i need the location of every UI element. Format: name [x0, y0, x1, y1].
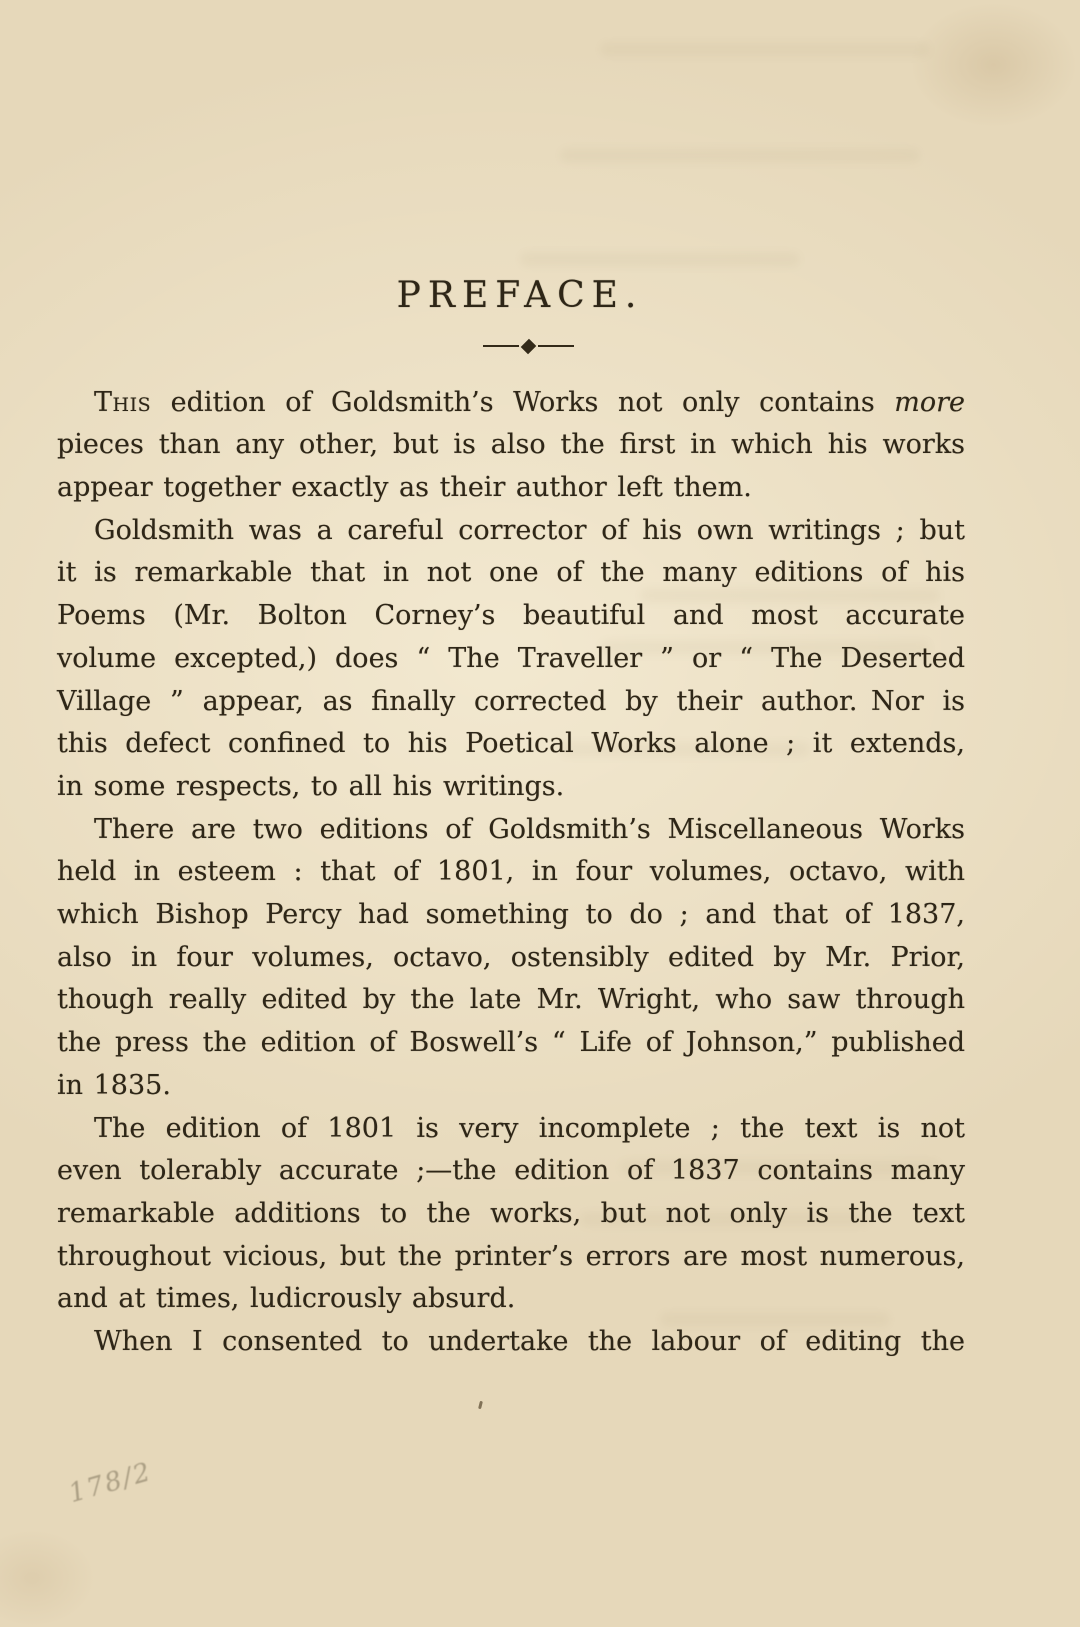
show-through-mark [600, 42, 930, 57]
show-through-mark [560, 148, 920, 163]
text-line: appear together exactly as their author left them. [57, 472, 752, 503]
text-line [57, 382, 965, 425]
page-title: PREFACE. [396, 275, 644, 316]
handwritten-pencil-note: 178/2 [65, 1456, 156, 1510]
text-line: pieces than any other, but is also the first in which his works [57, 429, 965, 461]
text-line: the press the edition of Boswell’s “ Life of Johnson,” published [57, 1027, 965, 1059]
text-line: even tolerably accurate ;—the edition of 1837 contains many [57, 1155, 965, 1187]
section-divider-ornament [483, 342, 574, 351]
page-content [57, 276, 965, 1364]
text-line: Poems (Mr. Bolton Corney’s beautiful and most accurate [57, 600, 965, 632]
text-line: in 1835. [57, 1069, 171, 1101]
text-line: though really edited by the late Mr. Wright, who saw through [57, 984, 965, 1016]
text-line: and at times, ludicrously absurd. [57, 1283, 516, 1315]
text-line: which Bishop Percy had something to do ; and that of 1837, [57, 899, 965, 931]
text-line: it is remarkable that in not one of the many editions of his [57, 557, 965, 589]
text-line: The edition of 1801 is very incomplete ; the text is not [94, 1112, 965, 1144]
text-line: throughout vicious, but the printer’s errors are most numerous, [57, 1240, 965, 1272]
ink-speck [478, 1401, 483, 1409]
divider-rule-left [483, 345, 519, 348]
text-line: held in esteem : that of 1801, in four volumes, octavo, with [57, 856, 965, 888]
divider-rule-right [538, 345, 574, 348]
diamond-icon [520, 338, 536, 354]
text-line: this defect confined to his Poetical Works alone ; it extends, [57, 728, 965, 760]
text-line: There are two editions of Goldsmith’s Miscellaneous Works [94, 813, 965, 845]
text-line: When I consented to undertake the labour of editing the [94, 1326, 965, 1358]
text-line: Village ” appear, as finally corrected by their author. Nor is [57, 685, 965, 717]
text-line: Goldsmith was a careful corrector of his own writings ; but [94, 514, 965, 546]
text-segment: more [894, 386, 965, 418]
text-segment: This [94, 386, 152, 418]
show-through-mark [520, 252, 800, 267]
text-line: also in four volumes, octavo, ostensibly edited by Mr. Prior, [57, 941, 965, 973]
text-line: in some respects, to all his writings. [57, 770, 565, 802]
text-line: volume excepted,) does “ The Traveller ” or “ The Deserted [57, 642, 965, 674]
text-line: remarkable additions to the works, but not only is the text [57, 1197, 965, 1229]
body-text [57, 382, 965, 1364]
text-segment: edition of Goldsmith’s Works not only contains [151, 386, 895, 418]
